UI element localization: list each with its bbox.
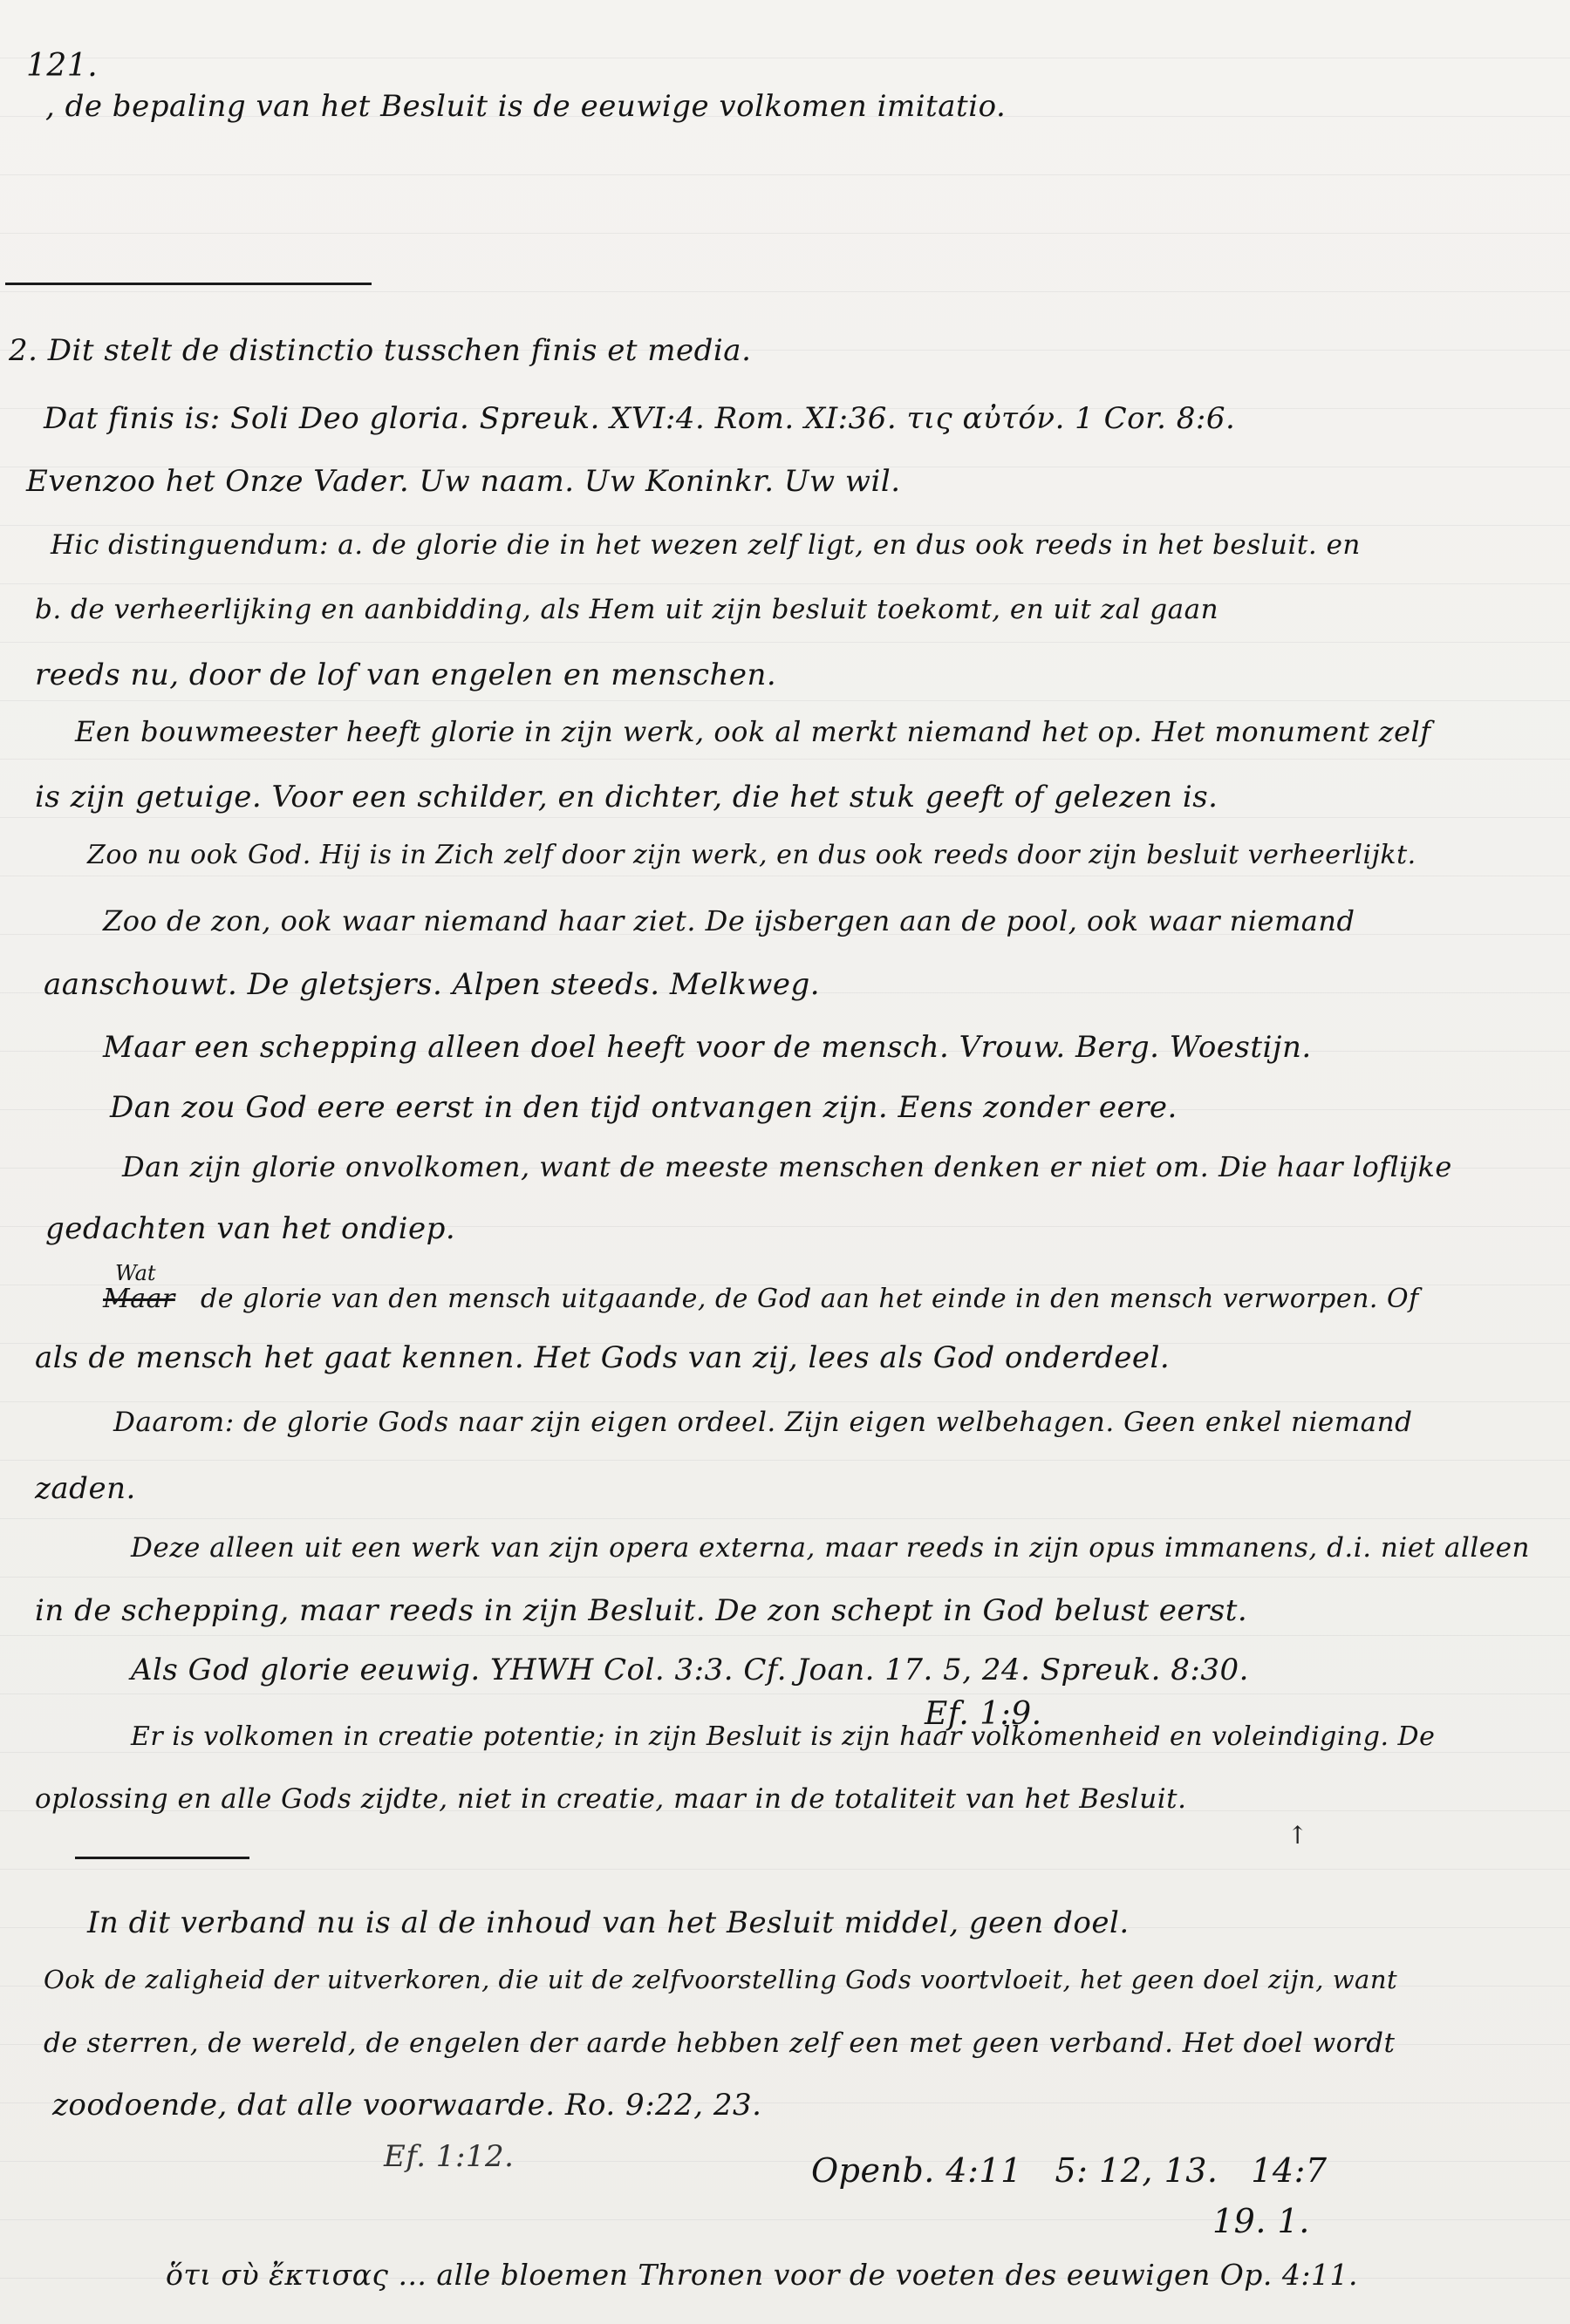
section2-line: Zoo de zon, ook waar niemand haar ziet. De ijsbergen aan de pool, ook waar niemand xyxy=(103,904,1355,937)
section-divider-top xyxy=(5,283,372,285)
section2-line: gedachten van het ondiep. xyxy=(45,1211,456,1246)
section2-line: Als God glorie eeuwig. YHWH Col. 3:3. Cf. Joan. 17. 5, 24. Spreuk. 8:30. xyxy=(131,1653,1249,1687)
section2-line: oplossing en alle Gods zijdte, niet in creatie, maar in de totaliteit van het Besluit. xyxy=(35,1783,1187,1815)
section2-line: als de mensch het gaat kennen. Het Gods van zij, lees als God onderdeel. xyxy=(35,1340,1171,1375)
section2-line: Hic distinguendum: a. de glorie die in het wezen zelf ligt, en dus ook reeds in het besluit. en xyxy=(51,529,1361,561)
section2-line: b. de verheerlijking en aanbidding, als Hem uit zijn besluit toekomt, en uit zal gaan xyxy=(35,594,1219,625)
section2-line: de glorie van den mensch uitgaande, de God aan het einde in den mensch verworpen. Of xyxy=(201,1284,1419,1314)
section3-line: Ef. 1:12. xyxy=(384,2139,515,2174)
header-line: , de bepaling van het Besluit is de eeuwige volkomen imitatio. xyxy=(45,89,1007,124)
struck-word: Maar xyxy=(103,1284,175,1314)
section-divider-bottom xyxy=(75,1857,249,1859)
section3-line: 19. 1. xyxy=(1212,2202,1310,2240)
section2-line: Deze alleen uit een werk van zijn opera externa, maar reeds in zijn opus immanens, d.i. niet alleen xyxy=(131,1532,1530,1564)
page-number: 121. xyxy=(26,48,99,84)
caret-mark: ↑ xyxy=(1287,1821,1308,1850)
section3-line: de sterren, de wereld, de engelen der aarde hebben zelf een met geen verband. Het doel wordt xyxy=(44,2028,1396,2059)
section2-line: 2. Dit stelt de distinctio tusschen finis et media. xyxy=(9,333,752,368)
section2-line: Ef. 1:9. xyxy=(925,1696,1042,1732)
section2-line: reeds nu, door de lof van engelen en menschen. xyxy=(35,658,777,692)
section2-line: Dat finis is: Soli Deo gloria. Spreuk. XVI:4. Rom. XI:36. τις αὐτόν. 1 Cor. 8:6. xyxy=(44,401,1236,436)
section2-line: Maar een schepping alleen doel heeft voor de mensch. Vrouw. Berg. Woestijn. xyxy=(103,1030,1312,1065)
section2-line: Dan zijn glorie onvolkomen, want de meeste menschen denken er niet om. Die haar loflijke xyxy=(122,1150,1452,1183)
section2-line: Er is volkomen in creatie potentie; in zijn Besluit is zijn haar volkomenheid en voleindiging. De xyxy=(131,1721,1436,1752)
section2-line: Zoo nu ook God. Hij is in Zich zelf door zijn werk, en dus ook reeds door zijn besluit verheerlijkt. xyxy=(87,840,1416,870)
section2-line: in de schepping, maar reeds in zijn Besluit. De zon schept in God belust eerst. xyxy=(35,1593,1248,1628)
section3-line: ὅτι σὺ ἔκτισας ... alle bloemen Thronen voor de voeten des eeuwigen Op. 4:11. xyxy=(166,2258,1358,2292)
section2-line: Een bouwmeester heeft glorie in zijn werk, ook al merkt niemand het op. Het monument zelf xyxy=(75,715,1431,748)
section2-line: is zijn getuige. Voor een schilder, en dichter, die het stuk geeft of gelezen is. xyxy=(35,780,1218,814)
section2-line: Evenzoo het Onze Vader. Uw naam. Uw Koninkr. Uw wil. xyxy=(26,464,901,499)
section3-line: zoodoende, dat alle voorwaarde. Ro. 9:22, 23. xyxy=(52,2088,762,2123)
section2-line: Dan zou God eere eerst in den tijd ontvangen zijn. Eens zonder eere. xyxy=(110,1090,1178,1125)
section2-line: aanschouwt. De gletsjers. Alpen steeds. Melkweg. xyxy=(44,967,821,1002)
insertion-word: Wat xyxy=(115,1261,156,1285)
section3-line: In dit verband nu is al de inhoud van het Besluit middel, geen doel. xyxy=(87,1905,1130,1940)
section3-line: Ook de zaligheid der uitverkoren, die uit de zelfvoorstelling Gods voortvloeit, het geen doel zijn, want xyxy=(44,1965,1398,1994)
section2-line: zaden. xyxy=(35,1471,136,1506)
section3-line: Openb. 4:11 5: 12, 13. 14:7 xyxy=(811,2151,1328,2190)
section2-line: Daarom: de glorie Gods naar zijn eigen ordeel. Zijn eigen welbehagen. Geen enkel niemand xyxy=(113,1407,1413,1438)
